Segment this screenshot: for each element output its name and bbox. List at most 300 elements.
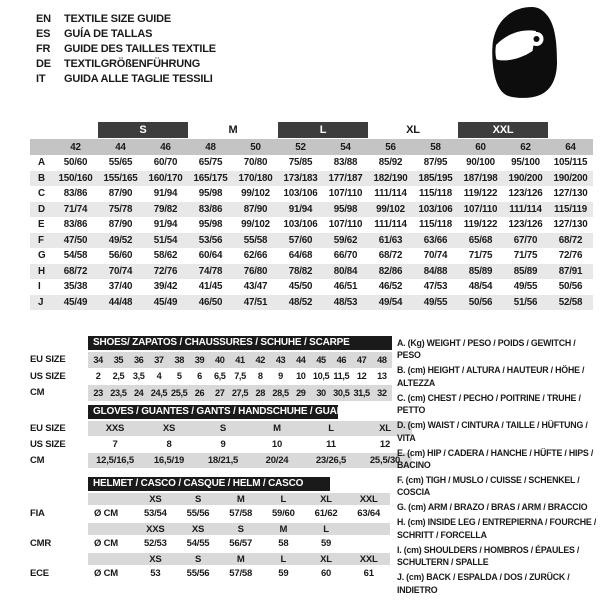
row-letter: J xyxy=(38,296,44,308)
value-cell: 30,5 xyxy=(333,387,350,398)
measurement-cell: 85/89 xyxy=(513,265,538,277)
measurement-cell: 72/76 xyxy=(558,250,583,262)
helmet-header-row xyxy=(30,477,390,491)
measurement-cell: 170/180 xyxy=(238,172,273,184)
measurement-cell: 87/90 xyxy=(243,203,268,215)
value-cell: 11,5 xyxy=(333,371,350,382)
helmet-values-row-cmr xyxy=(30,537,390,550)
measurement-cell: 91/94 xyxy=(288,203,313,215)
value-cell: 16,5/19 xyxy=(153,455,185,466)
helmet-size-cell: XS xyxy=(191,523,205,535)
header-line-es xyxy=(36,27,216,42)
measurement-cell: 45/49 xyxy=(63,296,88,308)
value-cell: 9 xyxy=(220,439,226,450)
helmet-size-cell: S xyxy=(194,493,202,505)
measurement-cell: 83/86 xyxy=(63,188,88,200)
measurement-cell: 68/72 xyxy=(378,250,403,262)
value-cell: 23 xyxy=(93,387,103,398)
standard-label: FIA xyxy=(30,508,45,519)
size-column-46: 46 xyxy=(160,141,171,153)
value-cell: 6 xyxy=(197,371,202,382)
measurement-cell: 80/84 xyxy=(333,265,358,277)
standard-label: CMR xyxy=(30,538,52,549)
measurement-cell: 165/175 xyxy=(193,172,228,184)
measurement-row-i xyxy=(30,279,593,295)
value-cell: 43 xyxy=(275,354,286,365)
size-row-cm xyxy=(30,385,392,401)
value-cell: 8 xyxy=(166,439,172,450)
value-cell: L xyxy=(328,423,334,434)
value-cell: 7,5 xyxy=(234,371,246,382)
measurement-cell: 52/58 xyxy=(558,296,583,308)
measurement-cell: 111/114 xyxy=(509,203,542,215)
value-cell: 23,5 xyxy=(110,387,127,398)
value-cell: 2 xyxy=(95,371,101,382)
row-letter: E xyxy=(38,219,45,231)
group-spacer-right xyxy=(548,122,593,138)
legend-item-f: F. (cm) TIGH / MUSLO / CUISSE / SCHENKEL / COSCIA xyxy=(397,475,580,498)
value-cell: 27,5 xyxy=(231,387,249,398)
value-cell: 20/24 xyxy=(265,455,289,466)
measurement-cell: 103/106 xyxy=(418,203,453,215)
measurement-cell: 99/102 xyxy=(376,203,405,215)
helmet-table-title: HELMET / CASCO / CASQUE / HELM / CASCO xyxy=(88,477,330,491)
measurement-cell: 91/94 xyxy=(153,219,178,231)
measurement-cell: 65/75 xyxy=(198,157,223,169)
value-cell: 8 xyxy=(257,371,263,382)
value-cell: 3,5 xyxy=(132,371,145,382)
helmet-value-cell: 61 xyxy=(363,568,374,579)
value-cell: 39 xyxy=(194,354,205,365)
measurement-cell: 60/64 xyxy=(198,250,223,262)
measurement-cell: 49/54 xyxy=(378,296,403,308)
measurement-cell: 185/195 xyxy=(418,172,453,184)
measurement-row-j xyxy=(30,295,593,311)
value-cell: 48 xyxy=(377,354,387,365)
size-column-60: 60 xyxy=(475,141,486,153)
value-cell: 31,5 xyxy=(353,387,370,398)
value-cell: 29 xyxy=(296,387,306,398)
helmet-size-cell: XL xyxy=(320,493,332,505)
helmet-value-cell: 55/56 xyxy=(186,568,210,579)
measurement-row-b xyxy=(30,171,593,187)
measurement-cell: 90/100 xyxy=(466,157,495,169)
row-values xyxy=(88,553,390,565)
value-cell: 44 xyxy=(296,354,306,365)
size-column-48: 48 xyxy=(205,141,216,153)
helmet-value-cell: 59 xyxy=(320,538,332,549)
helmet-size-cell: XS xyxy=(149,493,162,505)
gloves-header-row xyxy=(30,405,412,419)
value-cell: XXS xyxy=(105,423,125,434)
header-line-it xyxy=(36,72,216,87)
measurement-cell: 70/74 xyxy=(423,250,448,262)
measurement-cell: 41/45 xyxy=(198,281,223,293)
guide-title: TEXTILGRÖßENFÜHRUNG xyxy=(64,58,201,70)
diameter-unit: Ø CM xyxy=(94,538,119,549)
measurement-cell: 50/56 xyxy=(468,296,493,308)
row-letter: B xyxy=(38,172,45,184)
size-column-56: 56 xyxy=(385,141,396,153)
helmet-size-cell: XL xyxy=(320,553,332,565)
helmet-value-cell: 61/62 xyxy=(314,508,338,519)
row-label: CM xyxy=(30,387,45,399)
helmet-value-cell: 63/64 xyxy=(357,508,381,519)
measurement-cell: 54/58 xyxy=(63,250,88,262)
helmet-value-cell: 55/56 xyxy=(186,508,210,519)
measurement-cell: 71/74 xyxy=(63,203,88,215)
measurement-cell: 103/106 xyxy=(283,219,318,231)
value-cell: 32 xyxy=(377,387,387,398)
size-group-l: L xyxy=(278,122,368,138)
helmet-value-cell: 58 xyxy=(278,538,289,549)
lang-code: ES xyxy=(36,28,51,40)
helmet-value-cell: 54/55 xyxy=(186,538,210,549)
measurement-cell: 107/110 xyxy=(328,188,363,200)
legend-item-i: I. (cm) SHOULDERS / HOMBROS / ÉPAULES / SCHULTERN / SPALLE xyxy=(397,544,580,568)
measurement-cell: 50/56 xyxy=(558,281,583,293)
size-column-52: 52 xyxy=(295,141,306,153)
row-values xyxy=(88,352,392,368)
value-cell: 42 xyxy=(255,354,265,365)
size-column-58: 58 xyxy=(430,141,441,153)
helmet-table xyxy=(30,477,390,583)
measurement-cell: 48/54 xyxy=(468,281,493,293)
measurement-cell: 173/183 xyxy=(283,172,318,184)
size-group-xl: XL xyxy=(406,124,420,136)
row-label: EU SIZE xyxy=(30,423,66,434)
measurement-cell: 59/62 xyxy=(333,234,358,246)
measurement-cell: 64/68 xyxy=(288,250,313,262)
helmet-icon xyxy=(487,6,561,98)
row-label: CM xyxy=(30,455,45,466)
value-cell: 25,5 xyxy=(171,387,188,398)
measurement-cell: 187/198 xyxy=(463,172,498,184)
measurement-cell: 53/56 xyxy=(198,234,223,246)
value-cell: 7 xyxy=(112,439,118,450)
legend-item-e: E. (cm) HIP / CADERA / HANCHE / HÜFTE / HIPS / BACINO xyxy=(397,447,594,471)
value-cell: S xyxy=(219,423,227,434)
measurement-cell: 56/60 xyxy=(108,250,133,262)
legend-item-d: D. (cm) WAIST / CINTURA / TAILLE / HÜFTUNG / VITA xyxy=(397,420,588,443)
measurement-cell: 105/115 xyxy=(553,157,588,169)
value-cell: M xyxy=(273,423,281,434)
measurement-cell: 83/88 xyxy=(333,157,358,169)
bar-spacer xyxy=(30,336,88,350)
measurement-cell: 39/42 xyxy=(153,281,178,293)
measurement-cell: 99/102 xyxy=(241,188,270,200)
shoes-table xyxy=(30,336,392,402)
helmet-size-cell: M xyxy=(279,523,288,535)
value-cell: 2,5 xyxy=(112,371,125,382)
measurement-cell: 49/55 xyxy=(513,281,538,293)
value-cell: 11 xyxy=(326,439,336,450)
header-line-de xyxy=(36,57,216,72)
measurement-cell: 119/122 xyxy=(463,219,498,231)
measurement-cell: 85/89 xyxy=(468,265,493,277)
row-values xyxy=(88,567,390,580)
value-cell: 28 xyxy=(255,387,265,398)
helmet-size-cell: XS xyxy=(149,553,162,565)
measurement-cell: 115/118 xyxy=(419,219,452,231)
helmet-value-cell: 57/58 xyxy=(229,568,253,579)
measurement-row-d xyxy=(30,202,593,218)
measurement-cell: 57/60 xyxy=(288,234,313,246)
row-letter: F xyxy=(38,234,44,246)
measurement-cell: 71/75 xyxy=(513,250,538,262)
helmet-size-cell: L xyxy=(280,493,287,505)
measurement-cell: 72/76 xyxy=(153,265,178,277)
value-cell: 28,5 xyxy=(272,387,289,398)
helmet-values-row-ece xyxy=(30,567,390,580)
helmet-size-cell: S xyxy=(237,523,244,535)
size-group-s: S xyxy=(98,122,188,138)
guide-title: GUIDA ALLE TAGLIE TESSILI xyxy=(64,73,213,85)
measurement-row-e xyxy=(30,217,593,233)
measurement-cell: 51/56 xyxy=(513,296,538,308)
measurement-cell: 87/90 xyxy=(108,188,133,200)
row-letter: G xyxy=(38,250,46,262)
measurement-cell: 66/70 xyxy=(333,250,358,262)
gloves-table-title: GLOVES / GUANTES / GANTS / HANDSCHUHE / GUANTI xyxy=(88,405,338,419)
value-cell: 12 xyxy=(356,371,367,382)
size-column-64: 64 xyxy=(565,141,576,153)
main-size-table xyxy=(30,122,593,310)
measurement-row-f xyxy=(30,233,593,249)
measurement-cell: 71/75 xyxy=(468,250,493,262)
value-cell: 26 xyxy=(194,387,205,398)
value-cell: 10 xyxy=(296,371,306,382)
value-cell: 36 xyxy=(133,354,144,365)
measurement-cell: 190/200 xyxy=(553,172,588,184)
value-cell: XL xyxy=(379,423,391,434)
value-cell: 18/21,5 xyxy=(207,455,239,466)
helmet-value-cell: 60 xyxy=(320,568,332,579)
measurement-cell: 127/130 xyxy=(553,188,588,200)
measurement-cell: 75/78 xyxy=(108,203,133,215)
measurement-cell: 75/85 xyxy=(288,157,313,169)
value-cell: 46 xyxy=(336,354,347,365)
size-row-us-size xyxy=(30,369,392,385)
gloves-table-rows xyxy=(30,421,412,468)
value-cell: 30 xyxy=(316,387,326,398)
legend-item-j: J. (cm) BACK / ESPALDA / DOS / ZURÜCK / INDIETRO xyxy=(397,572,570,595)
measurement-cell: 103/106 xyxy=(283,188,318,200)
helmet-size-cell: M xyxy=(236,553,245,565)
value-cell: 37 xyxy=(154,354,164,365)
helmet-value-cell: 53 xyxy=(150,568,161,579)
measurement-cell: 46/52 xyxy=(378,281,403,293)
size-row-cm xyxy=(30,453,412,468)
row-letter: A xyxy=(38,157,45,169)
value-cell: 5 xyxy=(176,371,182,382)
value-cell: 12 xyxy=(379,439,391,450)
measurement-cell: 55/65 xyxy=(108,157,133,169)
guide-title: TEXTILE SIZE GUIDE xyxy=(64,13,172,25)
measurement-cell: 45/49 xyxy=(153,296,178,308)
row-label: US SIZE xyxy=(30,439,66,450)
helmet-value-cell: 52/53 xyxy=(143,538,167,549)
value-cell: XS xyxy=(162,423,176,434)
lang-code: EN xyxy=(36,13,51,25)
shoes-header-row xyxy=(30,336,392,350)
size-group-xxl: XXL xyxy=(458,122,548,138)
measurement-cell: 79/82 xyxy=(153,203,178,215)
value-cell: 38 xyxy=(174,354,184,365)
measurement-cell: 74/78 xyxy=(198,265,223,277)
measurement-cell: 70/80 xyxy=(243,157,268,169)
value-cell: 34 xyxy=(93,354,103,365)
measurement-cell: 127/130 xyxy=(553,219,588,231)
measurement-cell: 190/200 xyxy=(508,172,543,184)
measurement-cell: 50/60 xyxy=(63,157,88,169)
header-line-fr xyxy=(36,42,216,57)
row-values xyxy=(88,537,390,550)
row-values xyxy=(88,493,390,505)
measurement-cell: 95/98 xyxy=(198,188,223,200)
legend-item-a: A. (Kg) WEIGHT / PESO / POIDS / GEWITCH / PESO xyxy=(397,338,576,361)
row-values xyxy=(88,385,392,401)
measurement-cell: 107/110 xyxy=(463,203,498,215)
lang-code: FR xyxy=(36,43,51,55)
measurement-cell: 78/82 xyxy=(288,265,313,277)
helmet-size-cell: M xyxy=(236,493,245,505)
value-cell: 35 xyxy=(113,354,124,365)
standard-label: ECE xyxy=(30,568,49,579)
measurement-cell: 43/47 xyxy=(243,281,268,293)
size-row-eu-size xyxy=(30,352,392,368)
size-column-62: 62 xyxy=(520,141,531,153)
measurement-cell: 177/187 xyxy=(328,172,363,184)
row-values xyxy=(88,421,412,436)
size-column-50: 50 xyxy=(250,141,261,153)
measurement-cell: 63/66 xyxy=(423,234,448,246)
measurement-cell: 87/95 xyxy=(423,157,448,169)
measurement-cell: 111/114 xyxy=(374,188,407,200)
row-values xyxy=(88,507,390,520)
measurement-cell: 95/98 xyxy=(198,219,223,231)
measurement-cell: 123/126 xyxy=(508,188,543,200)
value-cell: 47 xyxy=(356,354,367,365)
value-cell: 6,5 xyxy=(213,371,226,382)
value-cell: 41 xyxy=(235,354,245,365)
size-column-54: 54 xyxy=(340,141,351,153)
measurement-cell: 123/126 xyxy=(508,219,543,231)
measurement-cell: 85/92 xyxy=(378,157,403,169)
row-letter: H xyxy=(38,265,45,277)
gloves-table xyxy=(30,405,412,469)
measurement-cell: 35/38 xyxy=(63,281,88,293)
measurement-cell: 111/114 xyxy=(374,219,407,231)
measurement-cell: 160/170 xyxy=(148,172,183,184)
measurement-cell: 83/86 xyxy=(198,203,223,215)
measurement-cell: 68/72 xyxy=(63,265,88,277)
measurement-cell: 84/88 xyxy=(423,265,448,277)
measurement-cell: 91/94 xyxy=(153,188,178,200)
helmet-size-cell: XXL xyxy=(359,553,378,565)
measurement-cell: 83/86 xyxy=(63,219,88,231)
measurement-cell: 46/50 xyxy=(198,296,223,308)
size-column-44: 44 xyxy=(115,141,126,153)
measurement-cell: 150/160 xyxy=(58,172,93,184)
value-cell: 24,5 xyxy=(150,387,168,398)
size-columns-row xyxy=(30,139,593,155)
header-line-en xyxy=(36,12,216,27)
lang-code: DE xyxy=(36,58,51,70)
measurement-row-g xyxy=(30,248,593,264)
measurement-cell: 37/40 xyxy=(108,281,133,293)
row-values xyxy=(88,453,412,468)
bar-spacer xyxy=(30,405,88,419)
measurement-cell: 51/54 xyxy=(153,234,178,246)
size-rows xyxy=(30,155,593,310)
measurement-cell: 58/62 xyxy=(153,250,178,262)
measurement-cell: 48/53 xyxy=(333,296,358,308)
measurement-cell: 62/66 xyxy=(243,250,268,262)
measurement-cell: 76/80 xyxy=(243,265,268,277)
value-cell: 9 xyxy=(278,371,283,382)
measurement-cell: 95/100 xyxy=(511,157,540,169)
helmet-sizes-row-fia xyxy=(30,493,390,505)
helmet-table-rows xyxy=(30,493,390,580)
guide-title: GUIDE DES TAILLES TEXTILE xyxy=(64,43,216,55)
helmet-sizes-row-ece xyxy=(30,553,390,565)
helmet-size-cell: XXS xyxy=(146,523,165,535)
measurement-cell: 61/63 xyxy=(378,234,403,246)
measurement-cell: 47/51 xyxy=(243,296,268,308)
value-cell: 12,5/16,5 xyxy=(96,455,134,466)
row-letter: I xyxy=(38,281,41,293)
shoes-table-rows xyxy=(30,352,392,401)
measurement-cell: 115/119 xyxy=(554,203,587,215)
value-cell: 27 xyxy=(215,387,225,398)
measurement-cell: 70/74 xyxy=(108,265,133,277)
measurement-cell: 67/70 xyxy=(513,234,538,246)
legend-item-b: B. (cm) HEIGHT / ALTURA / HAUTEUR / HÖHE / ALTEZZA xyxy=(397,365,585,388)
measurement-row-h xyxy=(30,264,593,280)
diameter-unit: Ø CM xyxy=(94,508,119,519)
measurement-cell: 49/55 xyxy=(423,296,448,308)
value-cell: 45 xyxy=(316,354,326,365)
bar-spacer xyxy=(30,477,88,491)
size-row-eu-size xyxy=(30,421,412,436)
measurement-cell: 44/48 xyxy=(108,296,133,308)
measurement-cell: 49/52 xyxy=(108,234,133,246)
measurement-cell: 95/98 xyxy=(333,203,358,215)
size-group-row xyxy=(30,122,593,138)
size-group-m: M xyxy=(228,124,238,136)
legend-item-h: H. (cm) INSIDE LEG / ENTREPIERNA / FOURCHE / SCHRITT / FORCELLA xyxy=(397,517,597,540)
helmet-size-cell: S xyxy=(194,553,202,565)
shoes-table-title: SHOES/ ZAPATOS / CHAUSSURES / SCHUHE / SCARPE xyxy=(88,336,392,350)
size-column-42: 42 xyxy=(70,141,81,153)
value-cell: 4 xyxy=(156,371,162,382)
value-cell: 25,5/30 xyxy=(369,455,401,466)
value-cell: 10 xyxy=(271,439,283,450)
value-cell: 40 xyxy=(215,354,225,365)
helmet-values-row-fia xyxy=(30,507,390,520)
measurement-cell: 82/86 xyxy=(378,265,403,277)
measurement-cell: 46/51 xyxy=(333,281,358,293)
helmet-value-cell: 53/54 xyxy=(143,508,167,519)
measurement-row-c xyxy=(30,186,593,202)
measurement-cell: 115/118 xyxy=(419,188,452,200)
helmet-sizes-row-cmr xyxy=(30,523,390,535)
row-values xyxy=(88,437,412,452)
measurement-cell: 45/50 xyxy=(288,281,313,293)
lang-code: IT xyxy=(36,73,46,85)
row-letter: C xyxy=(38,188,45,200)
